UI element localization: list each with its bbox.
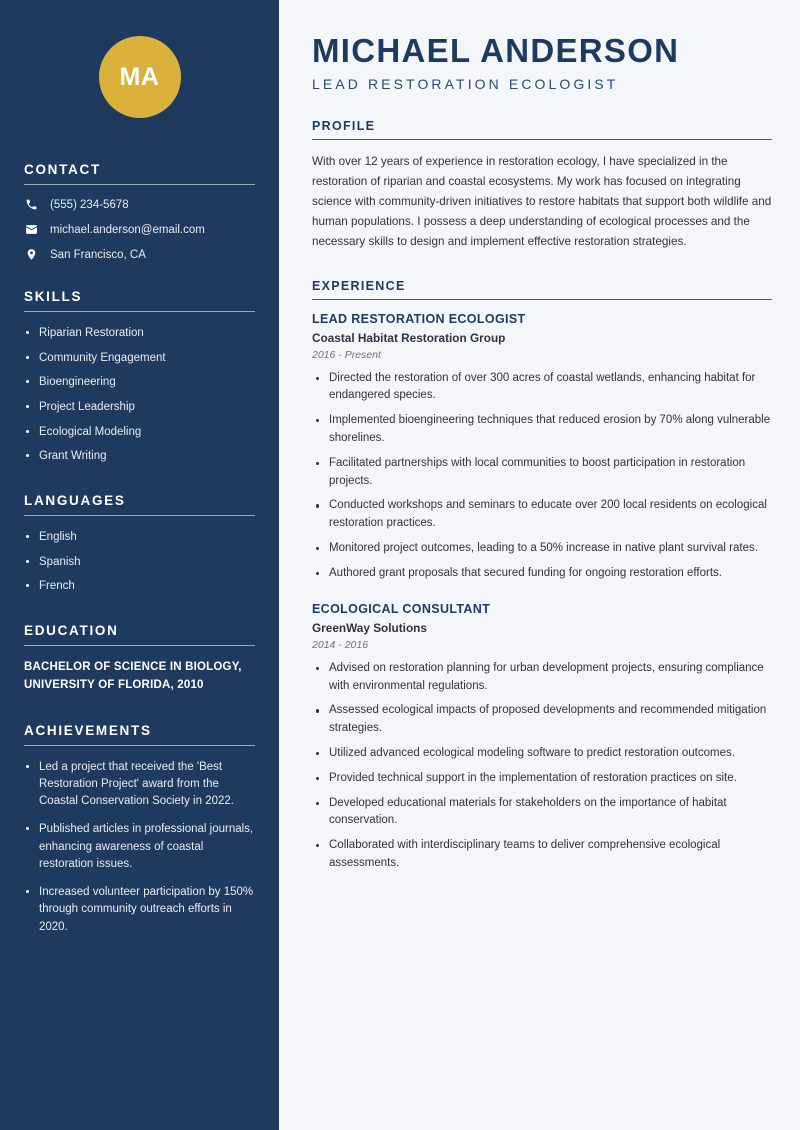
education-institution: UNIVERSITY OF FLORIDA, 2010 <box>24 678 204 691</box>
list-item: Utilized advanced ecological modeling software to predict restoration outcomes. <box>312 745 772 763</box>
contact-heading: CONTACT <box>24 162 101 177</box>
list-item: Led a project that received the 'Best Restoration Project' award from the Coastal Conservation Society in 2022. <box>24 759 255 811</box>
contact-phone-value: (555) 234-5678 <box>50 198 129 211</box>
avatar: MA <box>99 36 181 118</box>
job-title: LEAD RESTORATION ECOLOGIST <box>312 75 619 92</box>
list-item: Spanish <box>24 554 255 571</box>
profile-section <box>312 119 772 253</box>
list-item: Conducted workshops and seminars to educate over 200 local residents on ecological restoration practices. <box>312 497 772 533</box>
experience-entry <box>312 602 772 873</box>
list-item: Grant Writing <box>24 448 255 465</box>
profile-heading: PROFILE <box>312 118 376 133</box>
list-item: Ecological Modeling <box>24 424 255 441</box>
location-pin-icon <box>24 248 39 261</box>
list-item: French <box>24 578 255 595</box>
skills-section <box>24 289 255 465</box>
experience-bullet-list <box>312 660 772 873</box>
contact-location-value: San Francisco, CA <box>50 248 146 261</box>
contact-item-email <box>24 223 255 236</box>
list-item: Increased volunteer participation by 150% through community outreach efforts in 2020. <box>24 884 255 936</box>
list-item: Authored grant proposals that secured funding for ongoing restoration efforts. <box>312 565 772 583</box>
contact-divider <box>24 184 255 185</box>
experience-company: GreenWay Solutions <box>312 620 427 635</box>
experience-entry <box>312 312 772 583</box>
list-item: Facilitated partnerships with local communities to boost participation in restoration projects. <box>312 455 772 491</box>
list-item: Provided technical support in the implementation of restoration practices on site. <box>312 770 772 788</box>
list-item: Monitored project outcomes, leading to a 50% increase in native plant survival rates. <box>312 540 772 558</box>
education-heading: EDUCATION <box>24 623 119 639</box>
education-divider <box>24 645 255 646</box>
experience-dates: 2016 - Present <box>312 348 381 361</box>
achievements-heading: ACHIEVEMENTS <box>24 722 152 738</box>
experience-role: ECOLOGICAL CONSULTANT <box>312 601 491 616</box>
contact-item-phone <box>24 198 255 211</box>
contact-item-location <box>24 248 255 261</box>
experience-heading: EXPERIENCE <box>312 278 406 293</box>
avatar-container <box>24 0 255 162</box>
list-item: Riparian Restoration <box>24 325 255 342</box>
languages-divider <box>24 515 255 516</box>
skills-divider <box>24 311 255 312</box>
list-item: English <box>24 529 255 546</box>
contact-section <box>24 162 255 261</box>
profile-divider <box>312 139 772 140</box>
contact-email-value: michael.anderson@email.com <box>50 223 205 236</box>
skills-list <box>24 325 255 465</box>
languages-list <box>24 529 255 595</box>
list-item: Implemented bioengineering techniques that reduced erosion by 70% along vulnerable shorelines. <box>312 412 772 448</box>
email-icon <box>24 223 39 236</box>
list-item: Bioengineering <box>24 374 255 391</box>
experience-bullet-list <box>312 370 772 583</box>
list-item: Developed educational materials for stakeholders on the importance of habitat conservation. <box>312 795 772 831</box>
list-item: Project Leadership <box>24 399 255 416</box>
education-section <box>24 623 255 695</box>
list-item: Assessed ecological impacts of proposed developments and recommended mitigation strategies. <box>312 702 772 738</box>
achievements-divider <box>24 745 255 746</box>
education-degree: BACHELOR OF SCIENCE IN BIOLOGY, <box>24 661 242 674</box>
experience-company: Coastal Habitat Restoration Group <box>312 330 506 345</box>
achievements-section <box>24 723 255 936</box>
experience-dates: 2014 - 2016 <box>312 638 369 651</box>
list-item: Advised on restoration planning for urban development projects, ensuring compliance with environmental regulations. <box>312 660 772 696</box>
languages-section <box>24 493 255 595</box>
page-title: MICHAEL ANDERSON <box>312 32 680 69</box>
phone-icon <box>24 198 39 211</box>
list-item: Collaborated with interdisciplinary teams to deliver comprehensive ecological assessments. <box>312 837 772 873</box>
experience-section <box>312 279 772 873</box>
languages-heading: LANGUAGES <box>24 493 126 509</box>
main-content <box>279 0 800 1130</box>
experience-divider <box>312 299 772 300</box>
list-item: Directed the restoration of over 300 acres of coastal wetlands, enhancing habitat for endangered species. <box>312 370 772 406</box>
experience-role: LEAD RESTORATION ECOLOGIST <box>312 311 526 326</box>
list-item: Community Engagement <box>24 350 255 367</box>
skills-heading: SKILLS <box>24 289 83 304</box>
list-item: Published articles in professional journals, enhancing awareness of coastal restoration issues. <box>24 821 255 873</box>
achievements-list <box>24 759 255 936</box>
profile-text: With over 12 years of experience in restoration ecology, I have specialized in the restoration of riparian and coastal ecosystems. My work has focused on integrating science with community-driven initiatives to restore habitats that support both wildlife and human populations. I possess a deep understanding of ecological processes and the necessary skills to design and implement effective restoration strategies. <box>312 154 772 249</box>
sidebar <box>0 0 279 1130</box>
